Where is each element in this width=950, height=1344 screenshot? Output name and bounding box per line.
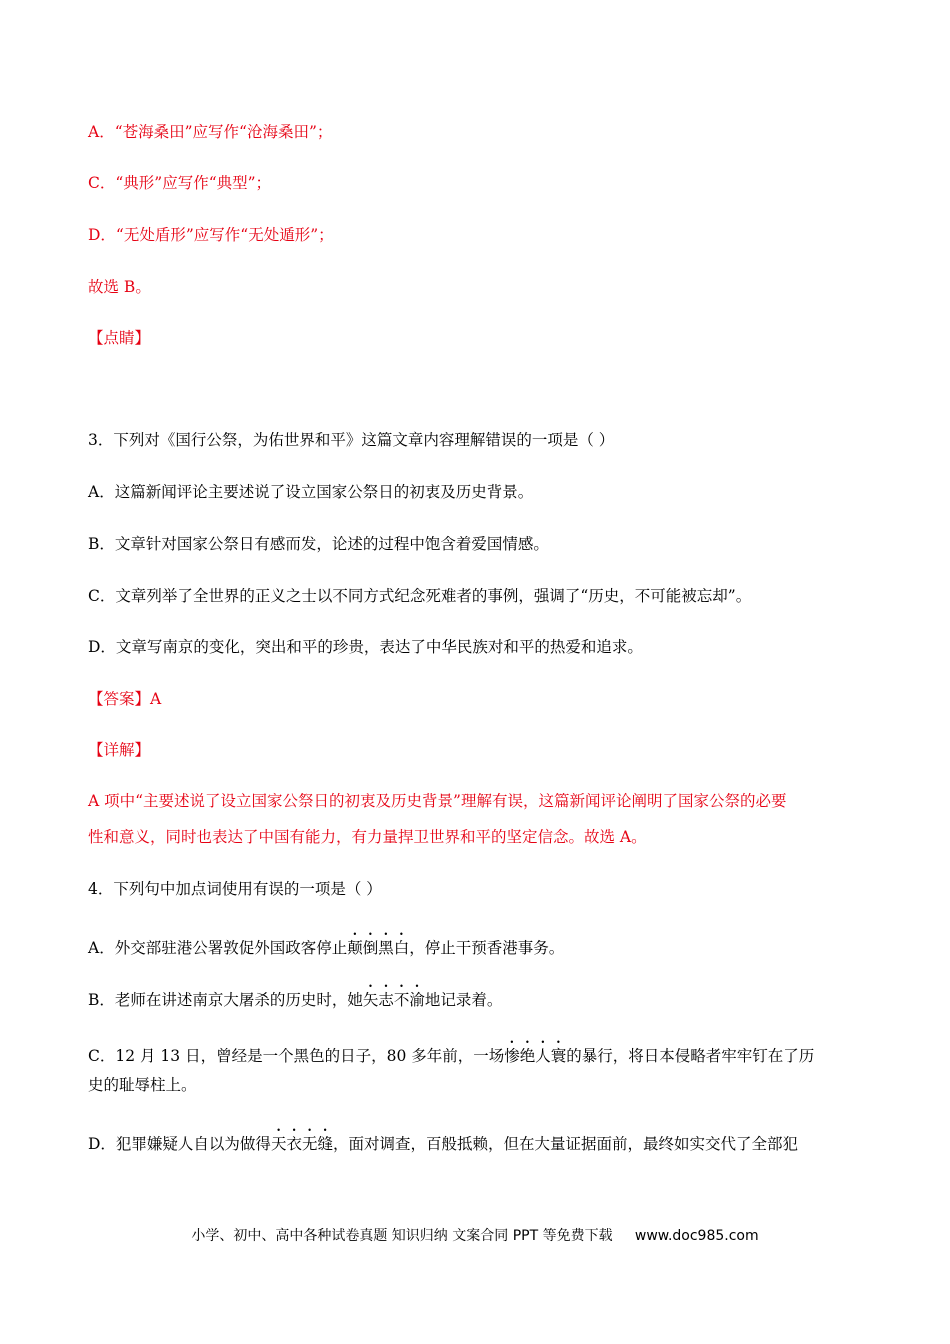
q4-option-d-after: ，面对调查，百般抵赖，但在大量证据面前，最终如实交代了全部犯 bbox=[332, 1135, 798, 1153]
prev-conclusion: 故选 B。 bbox=[88, 278, 151, 296]
q4-option-b bbox=[88, 982, 502, 1011]
q4-option-c-line-2: 史的耻辱柱上。 bbox=[88, 1076, 197, 1094]
q3-detail-heading: 【详解】 bbox=[88, 741, 151, 759]
prev-option-d-correction: D．“无处盾形”应写作“无处遁形”； bbox=[88, 226, 334, 244]
answer-label: 【答案】 bbox=[88, 690, 151, 708]
prev-option-c-correction: C．“典形”应写作“典型”； bbox=[88, 174, 272, 192]
q4-stem: 4．下列句中加点词使用有误的一项是（ ） bbox=[88, 880, 382, 898]
q4-option-d-dotted-word: 天衣无缝 bbox=[270, 1135, 333, 1153]
answer-value: A bbox=[150, 690, 162, 708]
q3-detail-line-2: 性和意义，同时也表达了中国有能力，有力量捍卫世界和平的坚定信念。故选 A。 bbox=[88, 828, 647, 846]
page-footer bbox=[0, 1226, 950, 1246]
q3-detail-line-1: A 项中“主要述说了设立国家公祭日的初衷及历史背景”理解有误，这篇新闻评论阐明了国家公祭的必要 bbox=[88, 792, 787, 810]
q4-option-a-dotted-word: 颠倒黑白 bbox=[347, 939, 410, 957]
q4-option-c-dotted-word: 惨绝人寰 bbox=[504, 1047, 567, 1065]
q4-option-b-after: 地记录着。 bbox=[424, 991, 503, 1009]
q4-option-b-before: B．老师在讲述南京大屠杀的历史时，她 bbox=[88, 991, 363, 1009]
q3-answer bbox=[88, 688, 161, 710]
q3-stem: 3．下列对《国行公祭，为佑世界和平》这篇文章内容理解错误的一项是（ ） bbox=[88, 431, 615, 449]
pointer-heading: 【点睛】 bbox=[88, 329, 151, 347]
q4-option-c bbox=[88, 1038, 814, 1067]
q4-option-c-before: C．12 月 13 日，曾经是一个黑色的日子，80 多年前，一场 bbox=[88, 1047, 505, 1065]
q4-option-a-before: A．外交部驻港公署敦促外国政客停止 bbox=[88, 939, 348, 957]
q3-option-d: D．文章写南京的变化，突出和平的珍贵，表达了中华民族对和平的热爱和追求。 bbox=[88, 638, 643, 656]
q3-option-b: B．文章针对国家公祭日有感而发，论述的过程中饱含着爱国情感。 bbox=[88, 535, 549, 553]
q4-option-a bbox=[88, 930, 564, 959]
q3-option-a: A．这篇新闻评论主要述说了设立国家公祭日的初衷及历史背景。 bbox=[88, 483, 534, 501]
q4-option-c-after: 的暴行，将日本侵略者牢牢钉在了历 bbox=[566, 1047, 815, 1065]
q3-option-c: C．文章列举了全世界的正义之士以不同方式纪念死难者的事例，强调了“历史，不可能被忘却”。 bbox=[88, 587, 752, 605]
q4-option-d-before: D．犯罪嫌疑人自以为做得 bbox=[88, 1135, 271, 1153]
prev-option-a-correction: A．“苍海桑田”应写作“沧海桑田”； bbox=[88, 123, 333, 141]
footer-text: 小学、初中、高中各种试卷真题 知识归纳 文案合同 PPT 等免费下载 bbox=[191, 1228, 613, 1244]
q4-option-d bbox=[88, 1126, 798, 1155]
footer-url[interactable]: www.doc985.com bbox=[634, 1228, 759, 1244]
q4-option-a-after: ，停止干预香港事务。 bbox=[409, 939, 565, 957]
q4-option-b-dotted-word: 矢志不渝 bbox=[362, 991, 425, 1009]
